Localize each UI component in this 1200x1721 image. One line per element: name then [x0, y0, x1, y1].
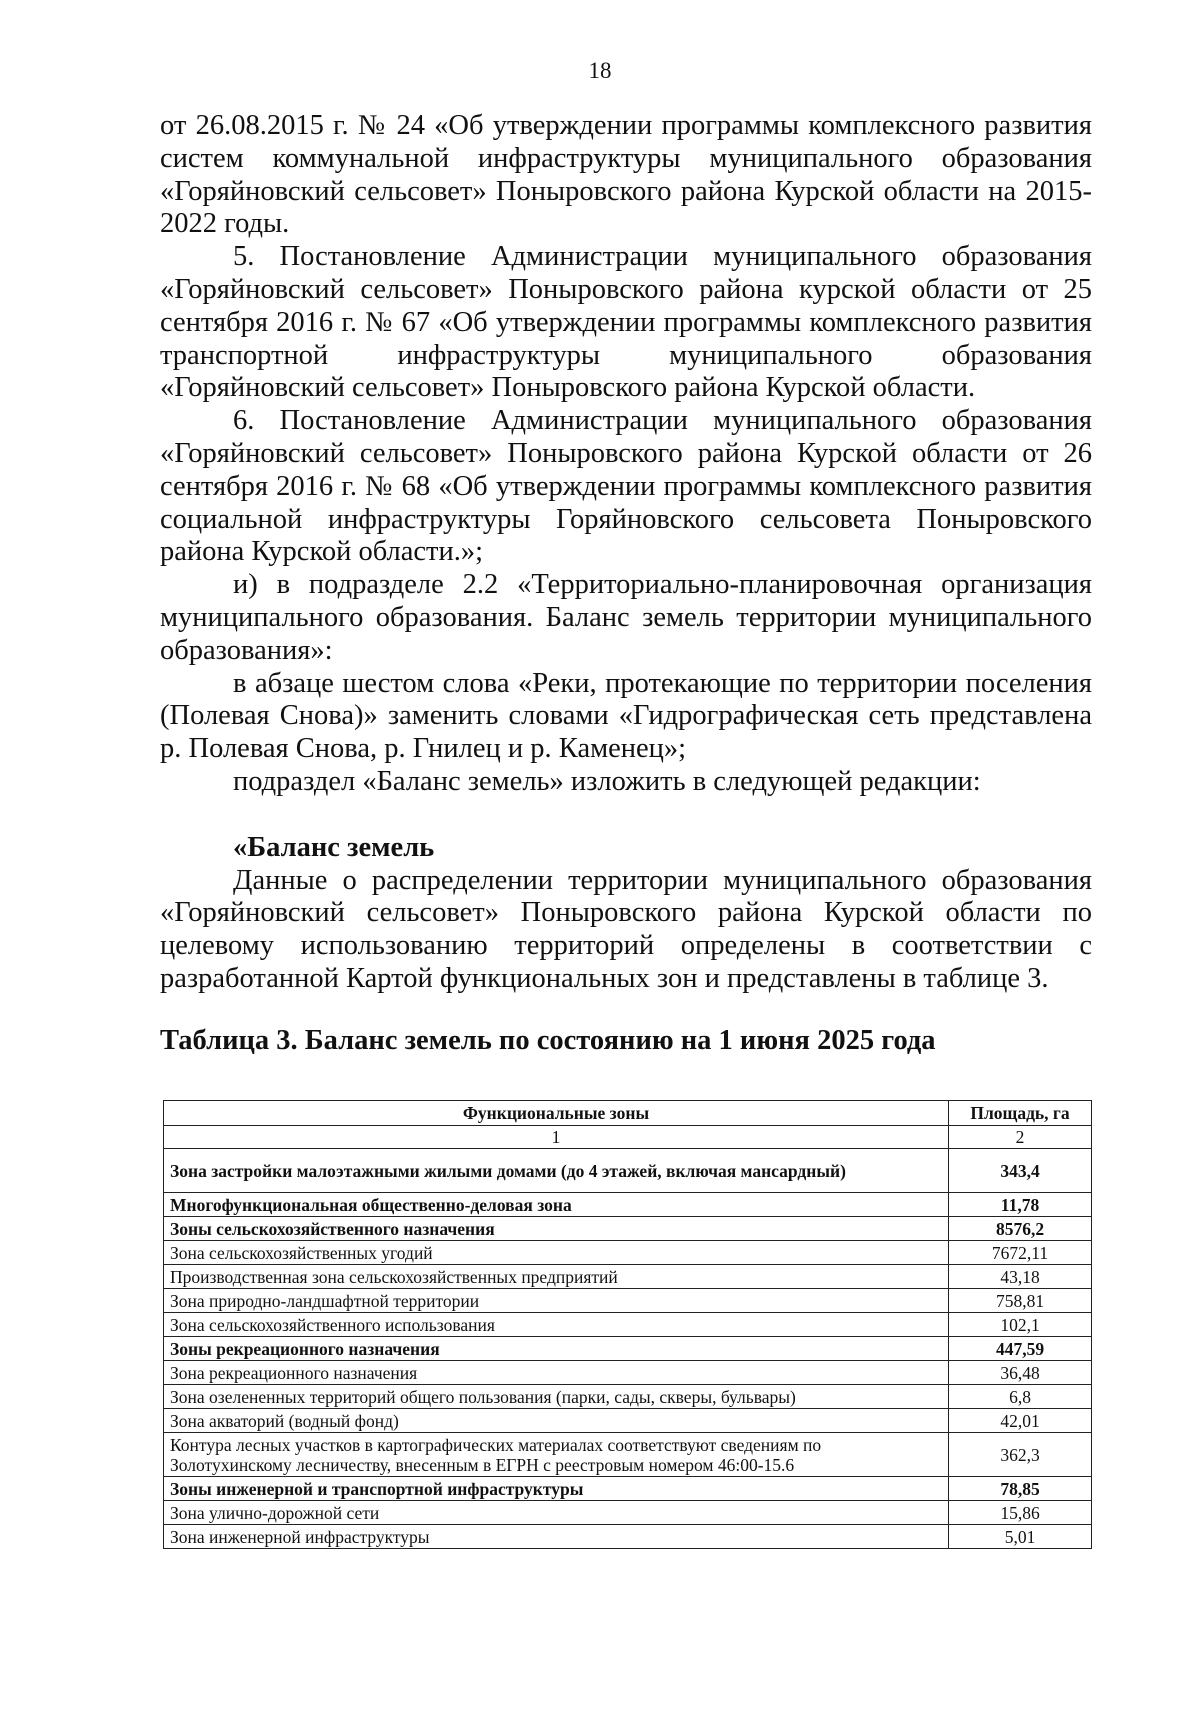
- table-row: [164, 1501, 1092, 1525]
- zone-name-cell: Зона сельскохозяйственного использования: [164, 1313, 949, 1337]
- area-value-cell: 362,3: [949, 1433, 1092, 1477]
- zone-name-cell: Производственная зона сельскохозяйственных предприятий: [164, 1265, 949, 1289]
- zone-name-cell: Зона улично-дорожной сети: [164, 1501, 949, 1525]
- area-value-cell: 78,85: [949, 1477, 1092, 1501]
- area-value-cell: 343,4: [949, 1149, 1092, 1193]
- area-value-cell: 5,01: [949, 1525, 1092, 1549]
- table-row: [164, 1433, 1092, 1477]
- paragraph: 6. Постановление Администрации муниципального образования «Горяйновский сельсовет» Поныровского района Курской области от 26 сентября 2016 г. № 68 «Об утверждении программы комплексного развития социальной инфраструктуры Горяйновского сельсовета Поныровского района Курской области.»;: [160, 405, 1092, 568]
- table-row: [164, 1149, 1092, 1193]
- area-value-cell: 36,48: [949, 1361, 1092, 1385]
- paragraph: в абзаце шестом слова «Реки, протекающие по территории поселения (Полевая Снова)» заменить словами «Гидрографическая сеть представлена р. Полевая Снова, р. Гнилец и р. Каменец»;: [160, 667, 1092, 765]
- zone-name-cell: Зона инженерной инфраструктуры: [164, 1525, 949, 1549]
- paragraph: подраздел «Баланс земель» изложить в следующей редакции:: [233, 765, 981, 797]
- zone-name-cell: Зона рекреационного назначения: [164, 1361, 949, 1385]
- table-row: [164, 1313, 1092, 1337]
- land-balance-table: [163, 1100, 1092, 1549]
- zone-name-cell: Зона сельскохозяйственных угодий: [164, 1241, 949, 1265]
- zone-name-cell: Многофункциональная общественно-деловая зона: [164, 1193, 949, 1217]
- document-body: [160, 110, 1092, 1058]
- table-row: [164, 1409, 1092, 1433]
- zone-name-cell: Зона акваторий (водный фонд): [164, 1409, 949, 1433]
- table-row: [164, 1385, 1092, 1409]
- column-number: 1: [164, 1126, 949, 1149]
- table-row: [164, 1477, 1092, 1501]
- area-value-cell: 15,86: [949, 1501, 1092, 1525]
- table-row: [164, 1241, 1092, 1265]
- column-number: 2: [949, 1126, 1092, 1149]
- table-row: [164, 1361, 1092, 1385]
- zone-name-cell: Зона природно-ландшафтной территории: [164, 1289, 949, 1313]
- paragraph: и) в подразделе 2.2 «Территориально-планировочная организация муниципального образования. Баланс земель территории муниципального образования»:: [160, 569, 1092, 666]
- area-value-cell: 8576,2: [949, 1217, 1092, 1241]
- page-number: 18: [588, 58, 612, 83]
- area-value-cell: 7672,11: [949, 1241, 1092, 1265]
- area-value-cell: 6,8: [949, 1385, 1092, 1409]
- column-header-area: Площадь, га: [949, 1101, 1092, 1126]
- area-value-cell: 43,18: [949, 1265, 1092, 1289]
- area-value-cell: 102,1: [949, 1313, 1092, 1337]
- section-text: Данные о распределении территории муниципального образования «Горяйновский сельсовет» Поныровского района Курской области по целевому использованию территорий определены в соответствии с разработанной Картой функциональных зон и представлены в таблице 3.: [160, 864, 1092, 994]
- zone-name-cell: Зона озелененных территорий общего пользования (парки, сады, скверы, бульвары): [164, 1385, 949, 1409]
- paragraph: от 26.08.2015 г. № 24 «Об утверждении программы комплексного развития систем коммунальной инфраструктуры муниципального образования «Горяйновский сельсовет» Поныровского района Курской области на 2015-2022 годы.: [160, 110, 1092, 240]
- zone-name-cell: Контура лесных участков в картографических материалах соответствуют сведениям по Золотухинскому лесничеству, внесенным в ЕГРН с реестровым номером 46:00-15.6: [164, 1433, 949, 1477]
- section-heading: «Баланс земель: [233, 831, 435, 863]
- table-row: [164, 1525, 1092, 1549]
- column-header-zones: Функциональные зоны: [164, 1101, 949, 1126]
- table-row: [164, 1265, 1092, 1289]
- table-row: [164, 1217, 1092, 1241]
- column-number-row: [164, 1126, 1092, 1149]
- paragraph: 5. Постановление Администрации муниципального образования «Горяйновский сельсовет» Поныровского района курской области от 25 сентября 2016 г. № 67 «Об утверждении программы комплексного развития транспортной инфраструктуры муниципального образования «Горяйновский сельсовет» Поныровского района Курской области.: [160, 241, 1092, 404]
- zone-name-cell: Зоны сельскохозяйственного назначения: [164, 1217, 949, 1241]
- zone-name-cell: Зоны рекреационного назначения: [164, 1337, 949, 1361]
- area-value-cell: 758,81: [949, 1289, 1092, 1313]
- zone-name-cell: Зона застройки малоэтажными жилыми домами (до 4 этажей, включая мансардный): [164, 1149, 949, 1193]
- zone-name-cell: Зоны инженерной и транспортной инфраструктуры: [164, 1477, 949, 1501]
- area-value-cell: 447,59: [949, 1337, 1092, 1361]
- area-value-cell: 11,78: [949, 1193, 1092, 1217]
- table-row: [164, 1337, 1092, 1361]
- table-row: [164, 1289, 1092, 1313]
- table-row: [164, 1193, 1092, 1217]
- area-value-cell: 42,01: [949, 1409, 1092, 1433]
- table-caption: Таблица 3. Баланс земель по состоянию на 1 июня 2025 года: [160, 1024, 936, 1056]
- table-header-row: [164, 1101, 1092, 1126]
